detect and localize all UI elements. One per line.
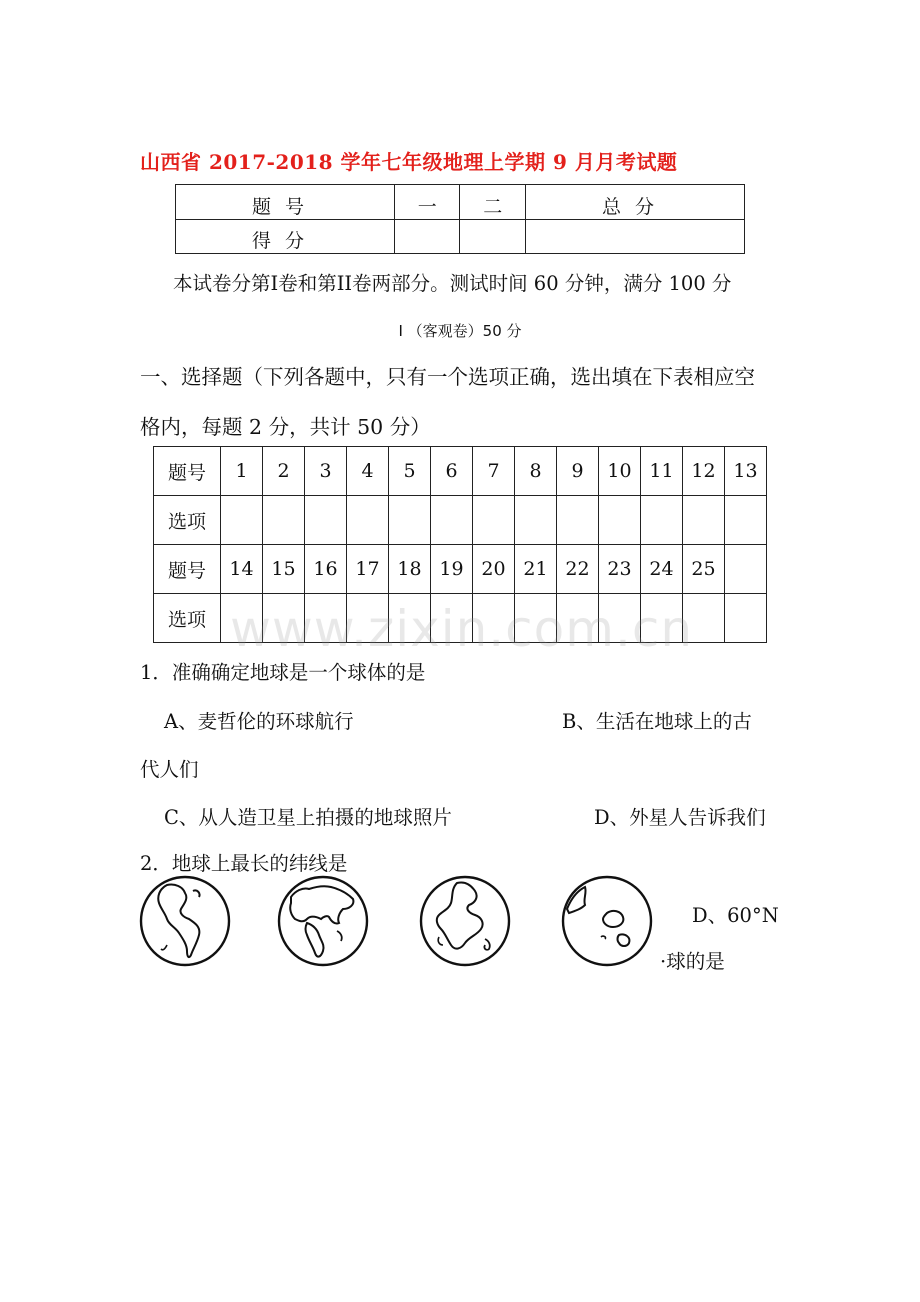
question-number-cell: 5 bbox=[389, 447, 431, 496]
score-cell-part2 bbox=[460, 219, 525, 254]
answer-cell bbox=[389, 496, 431, 545]
question-number-cell: 21 bbox=[515, 545, 557, 594]
row-label-option: 选项 bbox=[154, 496, 221, 545]
question-1-stem: 1．准确确定地球是一个球体的是 bbox=[140, 661, 426, 684]
answer-cell bbox=[221, 496, 263, 545]
question-2-stem: 2．地球上最长的纬线是 bbox=[140, 852, 348, 875]
question-header-line1: 一、选择题（下列各题中，只有一个选项正确，选出填在下表相应空 bbox=[140, 365, 755, 389]
question-number-cell: 8 bbox=[515, 447, 557, 496]
question-number-cell: 15 bbox=[263, 545, 305, 594]
score-table bbox=[175, 184, 745, 254]
question-1-option-c: C、从人造卫星上拍摄的地球照片 bbox=[164, 806, 452, 829]
answer-cell bbox=[683, 496, 725, 545]
table-row bbox=[154, 545, 767, 594]
question-number-cell: 18 bbox=[389, 545, 431, 594]
score-header-part1: 一 bbox=[395, 185, 460, 220]
question-number-cell: 1 bbox=[221, 447, 263, 496]
question-number-cell: 4 bbox=[347, 447, 389, 496]
exam-intro: 本试卷分第I卷和第II卷两部分。测试时间 60 分钟，满分 100 分 bbox=[173, 272, 732, 295]
globe-americas-icon bbox=[139, 875, 231, 967]
answer-cell bbox=[641, 496, 683, 545]
question-number-cell: 25 bbox=[683, 545, 725, 594]
answer-cell bbox=[557, 496, 599, 545]
score-row-label: 得分 bbox=[176, 219, 395, 254]
question-number-cell: 10 bbox=[599, 447, 641, 496]
answer-cell bbox=[473, 496, 515, 545]
question-number-cell: 23 bbox=[599, 545, 641, 594]
globe-europe-africa-icon bbox=[277, 875, 369, 967]
score-header-total: 总分 bbox=[525, 185, 744, 220]
question-1-option-d: D、外星人告诉我们 bbox=[594, 806, 766, 829]
score-header-number: 题号 bbox=[176, 185, 395, 220]
question-number-cell: 3 bbox=[305, 447, 347, 496]
question-number-cell: 6 bbox=[431, 447, 473, 496]
document-title: 山西省 2017-2018 学年七年级地理上学期 9 月月考试题 bbox=[140, 150, 678, 174]
question-number-cell: 2 bbox=[263, 447, 305, 496]
answer-cell bbox=[347, 496, 389, 545]
question-number-cell: 11 bbox=[641, 447, 683, 496]
question-number-cell: 14 bbox=[221, 545, 263, 594]
question-number-cell bbox=[725, 545, 767, 594]
answer-cell bbox=[725, 496, 767, 545]
answer-cell bbox=[599, 496, 641, 545]
question-number-cell: 22 bbox=[557, 545, 599, 594]
question-2-option-d: D、60°N bbox=[692, 904, 779, 927]
question-1-option-a: A、麦哲伦的环球航行 bbox=[164, 710, 354, 733]
section-title: I （客观卷）50 分 bbox=[398, 322, 522, 340]
score-header-part2: 二 bbox=[460, 185, 525, 220]
question-number-cell: 7 bbox=[473, 447, 515, 496]
question-number-cell: 19 bbox=[431, 545, 473, 594]
answer-cell bbox=[515, 496, 557, 545]
question-number-cell: 17 bbox=[347, 545, 389, 594]
answer-cell bbox=[431, 496, 473, 545]
question-header-line2: 格内，每题 2 分，共计 50 分） bbox=[140, 415, 431, 439]
score-cell-total bbox=[525, 219, 744, 254]
answer-cell bbox=[725, 594, 767, 643]
question-3-stem-fragment: ·球的是 bbox=[660, 950, 725, 973]
row-label-number: 题号 bbox=[154, 545, 221, 594]
answer-cell bbox=[263, 496, 305, 545]
row-label-number: 题号 bbox=[154, 447, 221, 496]
question-1-option-b-continued: 代人们 bbox=[140, 758, 199, 781]
answer-cell bbox=[305, 496, 347, 545]
row-label-option: 选项 bbox=[154, 594, 221, 643]
globe-asia-icon bbox=[419, 875, 511, 967]
question-number-cell: 9 bbox=[557, 447, 599, 496]
question-number-cell: 24 bbox=[641, 545, 683, 594]
question-1-option-b: B、生活在地球上的古 bbox=[562, 710, 752, 733]
watermark: www.zixin.com.cn bbox=[230, 600, 694, 658]
question-number-cell: 20 bbox=[473, 545, 515, 594]
question-number-cell: 13 bbox=[725, 447, 767, 496]
question-number-cell: 16 bbox=[305, 545, 347, 594]
table-row bbox=[154, 447, 767, 496]
table-row bbox=[154, 496, 767, 545]
globe-antarctica-icon bbox=[561, 875, 653, 967]
question-number-cell: 12 bbox=[683, 447, 725, 496]
score-cell-part1 bbox=[395, 219, 460, 254]
